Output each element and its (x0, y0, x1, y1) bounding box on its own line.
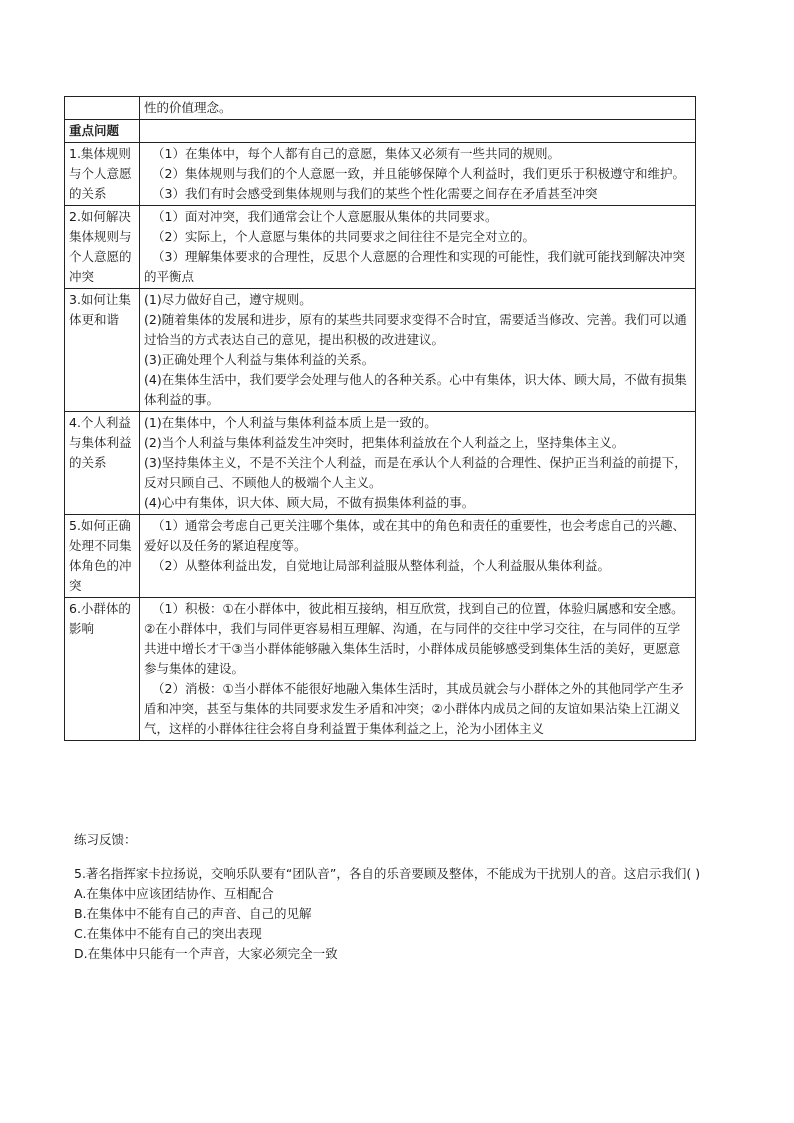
row-content (140, 206, 696, 289)
answer-option: C.在集体中不能有自己的突出表现 (74, 926, 262, 941)
table-header-empty (140, 120, 696, 143)
table-cell-empty (65, 97, 140, 120)
row-title: 3.如何让集体更和谐 (65, 289, 140, 412)
content-line: (1)尽力做好自己，遵守规则。 (144, 292, 312, 307)
content-line: （3）我们有时会感受到集体规则与我们的某些个性化需要之间存在矛盾甚至冲突 (152, 186, 598, 201)
content-line: （1）通常会考虑自己更关注哪个集体，或在其中的角色和责任的重要性，也会考虑自己的兴趣、爱好以及任务的紧迫程度等。 (144, 518, 685, 553)
row-title: 1.集体规则与个人意愿的关系 (65, 143, 140, 206)
table-row (65, 412, 696, 515)
spacer (74, 850, 714, 864)
practice-question: 5.著名指挥家卡拉扬说，交响乐队要有“团队音”，各自的乐音要顾及整体，不能成为干扰别人的音。这启示我们( ) (74, 866, 701, 881)
row-content (140, 515, 696, 598)
practice-heading: 练习反馈： (74, 832, 137, 847)
answer-option: D.在集体中只能有一个声音，大家必须完全一致 (74, 946, 338, 961)
table-row (65, 143, 696, 206)
content-line: （1）面对冲突，我们通常会让个人意愿服从集体的共同要求。 (152, 209, 498, 224)
table-header-key-issues: 重点问题 (65, 120, 140, 143)
table-row-continuation (65, 97, 696, 120)
content-line: （2）集体规则与我们的个人意愿一致，并且能够保障个人利益时，我们更乐于积极遵守和维护。 (152, 166, 685, 181)
table-header-row (65, 120, 696, 143)
row-content (140, 598, 696, 741)
content-line: (4)在集体生活中，我们要学会处理与他人的各种关系。心中有集体，识大体、顾大局，不做有损集体利益的事。 (144, 372, 687, 407)
key-issues-table (64, 96, 696, 741)
table-row (65, 598, 696, 741)
row-title: 6.小群体的影响 (65, 598, 140, 741)
row-content (140, 143, 696, 206)
content-line: （2）实际上，个人意愿与集体的共同要求之间往往不是完全对立的。 (152, 229, 535, 244)
practice-section (74, 830, 714, 964)
content-line: （2）消极：①当小群体不能很好地融入集体生活时，其成员就会与小群体之外的其他同学产生矛盾和冲突，甚至与集体的共同要求发生矛盾和冲突；②小群体内成员之间的友谊如果沾染上江湖义气，这样的小群体往往会将自身利益置于集体利益之上，沦为小团体主义 (144, 681, 684, 736)
content-line: （1）积极：①在小群体中，彼此相互接纳，相互欣赏，找到自己的位置，体验归属感和安全感。②在小群体中，我们与同伴更容易相互理解、沟通，在与同伴的交往中学习交往，在与同伴的互学共进中增长才干③当小群体能够融入集体生活时，小群体成员能够感受到集体生活的美好，更愿意参与集体的建设。 (144, 601, 684, 676)
content-line: (1)在集体中，个人利益与集体利益本质上是一致的。 (144, 415, 437, 430)
row-content (140, 289, 696, 412)
table-row (65, 289, 696, 412)
answer-option: B.在集体中不能有自己的声音、自己的见解 (74, 906, 312, 921)
row-content (140, 412, 696, 515)
table-row (65, 515, 696, 598)
table-cell-continuation-text: 性的价值理念。 (140, 97, 696, 120)
practice-options (74, 884, 714, 964)
table-row (65, 206, 696, 289)
content-line: (3)正确处理个人利益与集体利益的关系。 (144, 352, 375, 367)
content-line: (4)心中有集体，识大体、顾大局，不做有损集体利益的事。 (144, 495, 475, 510)
row-title: 4.个人利益与集体利益的关系 (65, 412, 140, 515)
row-title: 5.如何正确处理不同集体角色的冲突 (65, 515, 140, 598)
content-line: (3)坚持集体主义，不是不关注个人利益，而是在承认个人利益的合理性、保护正当利益的前提下，反对只顾自己、不顾他人的极端个人主义。 (144, 455, 687, 490)
content-line: （2）从整体利益出发，自觉地让局部利益服从整体利益，个人利益服从集体利益。 (152, 558, 610, 573)
content-line: （1）在集体中，每个人都有自己的意愿，集体又必须有一些共同的规则。 (152, 146, 560, 161)
content-line: (2)当个人利益与集体利益发生冲突时，把集体利益放在个人利益之上，坚持集体主义。 (144, 435, 625, 450)
row-title: 2.如何解决集体规则与个人意愿的冲突 (65, 206, 140, 289)
answer-option: A.在集体中应该团结协作、互相配合 (74, 886, 274, 901)
content-line: (2)随着集体的发展和进步，原有的某些共同要求变得不合时宜，需要适当修改、完善。我们可以通过恰当的方式表达自己的意见，提出积极的改进建议。 (144, 312, 687, 347)
content-line: （3）理解集体要求的合理性，反思个人意愿的合理性和实现的可能性，我们就可能找到解决冲突的平衡点 (144, 249, 685, 284)
